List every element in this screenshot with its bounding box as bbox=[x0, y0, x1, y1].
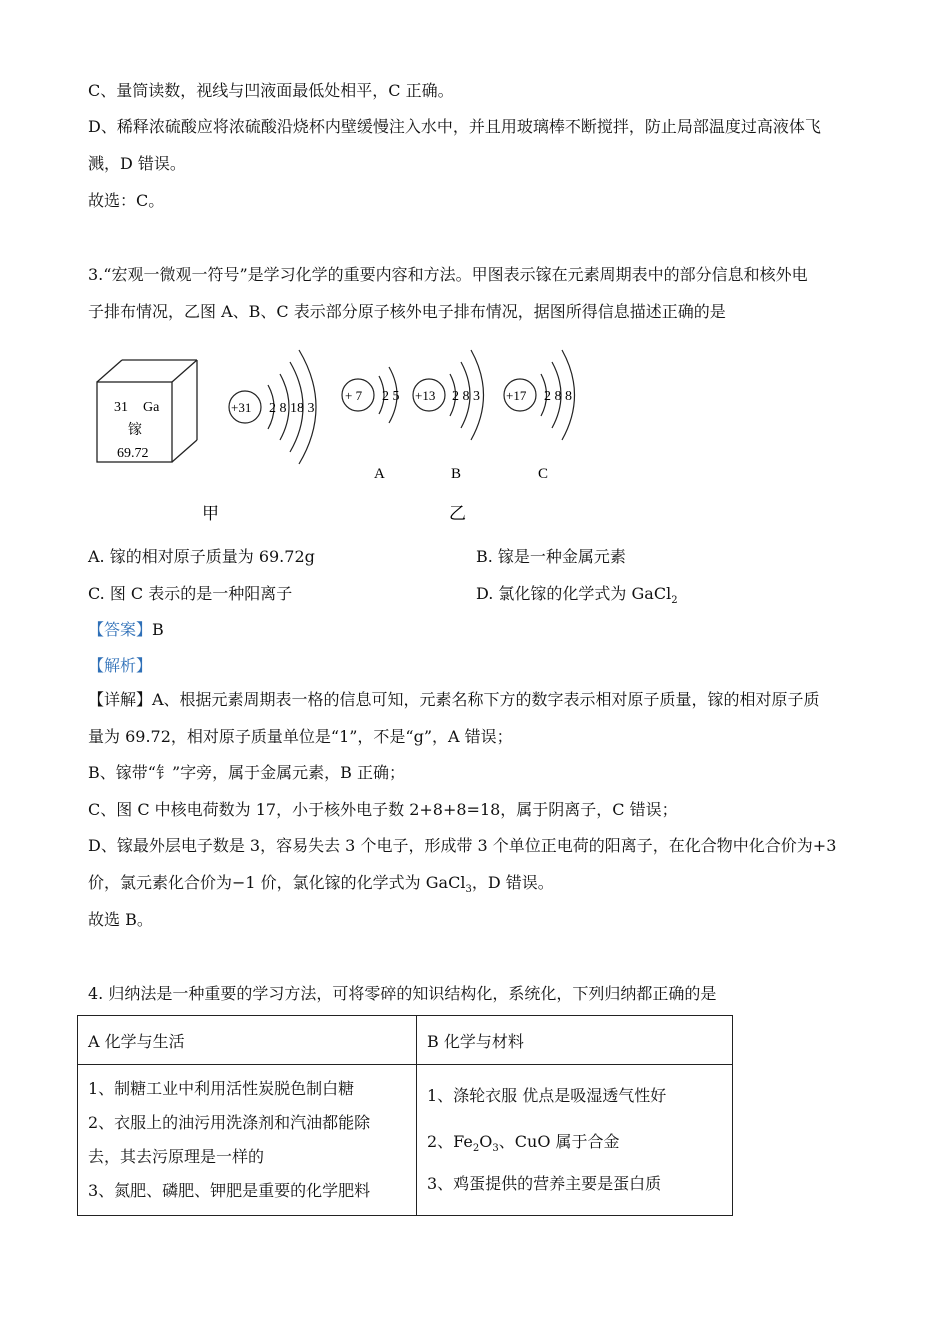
text-line-d-cont: 溅，D 错误。 bbox=[88, 154, 186, 173]
table-a-item: 去，其去污原理是一样的 bbox=[88, 1147, 265, 1166]
table-b-item: 1、涤轮衣服 优点是吸湿透气性好 bbox=[427, 1086, 667, 1106]
table-cell-b bbox=[417, 1065, 733, 1216]
table-cell-a bbox=[78, 1065, 417, 1216]
table-a-item: 3、氮肥、磷肥、钾肥是重要的化学肥料 bbox=[88, 1181, 371, 1200]
explanation-line1: 【详解】A、根据元素周期表一格的信息可知，元素名称下方的数字表示相对原子质量，镓的相对原子质 bbox=[88, 690, 820, 709]
atom-c-nucleus-charge: +17 bbox=[506, 388, 527, 403]
table-b-item: 3、鸡蛋提供的营养主要是蛋白质 bbox=[427, 1173, 662, 1193]
answer-choice-line: 故选：C。 bbox=[88, 191, 165, 210]
atom-c-shell-electrons: 2 8 8 bbox=[544, 389, 572, 404]
ga-nucleus-charge: +31 bbox=[231, 400, 252, 415]
table-a-item: 1、制糖工业中利用活性炭脱色制白糖 bbox=[88, 1079, 355, 1098]
atom-b-shell-electrons: 2 8 3 bbox=[452, 389, 480, 404]
element-atomic-number: 31 bbox=[114, 400, 128, 415]
table-header-b: B 化学与材料 bbox=[417, 1016, 733, 1065]
table-header-a: A 化学与生活 bbox=[78, 1016, 417, 1065]
label-b: B bbox=[451, 466, 462, 482]
explanation-line5: D、镓最外层电子数是 3，容易失去 3 个电子，形成带 3 个单位正电荷的阳离子，在化合物中化合价为+3 bbox=[88, 836, 837, 855]
explanation-line2: 量为 69.72，相对原子质量单位是“1”，不是“g”，A 错误； bbox=[88, 727, 513, 746]
text-line-d: D、稀释浓硫酸应将浓硫酸沿烧杯内壁缓慢注入水中，并且用玻璃棒不断搅拌，防止局部温度过高液体飞 bbox=[88, 117, 821, 136]
option-b: B. 镓是一种金属元素 bbox=[476, 547, 626, 566]
table-b-item: 2、$Fe_2O_3$、CuO 属于合金 bbox=[427, 1132, 620, 1155]
option-a: A. 镓的相对原子质量为 69.72g bbox=[88, 547, 315, 566]
caption-yi: 乙 bbox=[449, 504, 466, 523]
answer-line bbox=[88, 619, 164, 641]
element-symbol: Ga bbox=[143, 400, 160, 415]
option-c: C. 图 C 表示的是一种阳离子 bbox=[88, 584, 293, 603]
label-c: C bbox=[538, 466, 549, 482]
element-mass: 69.72 bbox=[117, 446, 149, 461]
atom-structure-figure bbox=[90, 330, 610, 530]
explanation-line6: 价，氯元素化合价为−1 价，氯化镓的化学式为 GaCl$_3$，D 错误。 bbox=[88, 873, 554, 896]
label-a: A bbox=[374, 466, 385, 482]
caption-jia: 甲 bbox=[202, 504, 219, 523]
question-3-stem-line1: 3.“宏观一微观一符号”是学习化学的重要内容和方法。甲图表示镓在元素周期表中的部分信息和核外电 bbox=[88, 265, 808, 284]
analysis-tag: 【解析】 bbox=[88, 656, 153, 675]
atom-b-nucleus-charge: +13 bbox=[415, 388, 436, 403]
explanation-line3: B、镓带“钅”字旁，属于金属元素，B 正确； bbox=[88, 763, 405, 782]
ga-shell-electrons: 2 8 18 3 bbox=[269, 401, 315, 416]
table-a-item: 2、衣服上的油污用洗涤剂和汽油都能除 bbox=[88, 1113, 371, 1132]
question-4-table bbox=[77, 1015, 733, 1216]
option-d: D. 氯化镓的化学式为 GaCl$_2$ bbox=[476, 584, 678, 607]
atom-a-shell-electrons: 2 5 bbox=[382, 389, 400, 404]
answer-value: B bbox=[152, 620, 164, 639]
atom-a-nucleus-charge: + 7 bbox=[345, 388, 363, 403]
question-3-stem-line2: 子排布情况，乙图 A、B、C 表示部分原子核外电子排布情况，据图所得信息描述正确的是 bbox=[88, 302, 726, 321]
explanation-line7: 故选 B。 bbox=[88, 910, 153, 929]
answer-tag: 【答案】 bbox=[88, 620, 153, 639]
question-4-stem: 4. 归纳法是一种重要的学习方法，可将零碎的知识结构化，系统化，下列归纳都正确的是 bbox=[88, 984, 717, 1003]
explanation-line4: C、图 C 中核电荷数为 17，小于核外电子数 2+8+8=18，属于阴离子，C 错误； bbox=[88, 800, 678, 819]
element-name: 镓 bbox=[128, 423, 142, 438]
text-line-c: C、量筒读数，视线与凹液面最低处相平，C 正确。 bbox=[88, 81, 454, 100]
